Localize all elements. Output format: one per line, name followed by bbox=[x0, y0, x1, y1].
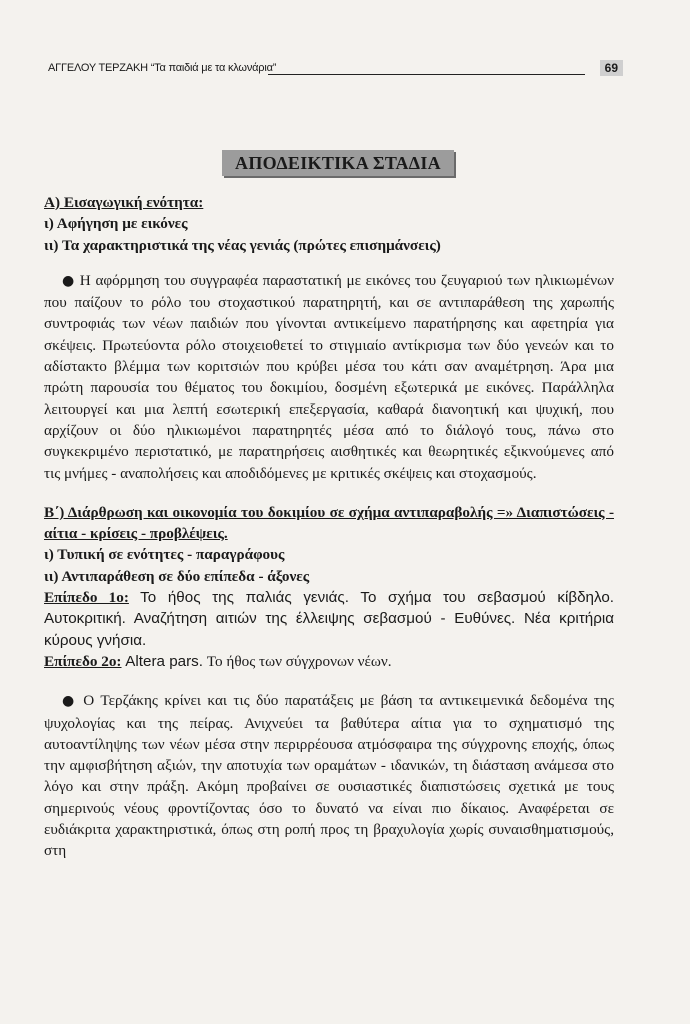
section-title: ΑΠΟΔΕΙΚΤΙΚΑ ΣΤΑΔΙΑ bbox=[222, 150, 454, 176]
page-body bbox=[44, 192, 614, 862]
bullet-icon: ● bbox=[62, 272, 76, 289]
running-header-title: ΑΓΓΕΛΟΥ ΤΕΡΖΑΚΗ “Τα παιδιά με τα κλωνάρια” bbox=[48, 62, 277, 74]
part-a-paragraph bbox=[44, 270, 614, 484]
header-rule bbox=[268, 74, 585, 75]
part-b-item-2: ιι) Αντιπαράθεση σε δύο επίπεδα - άξονες bbox=[44, 567, 310, 585]
level-1-entry bbox=[44, 587, 614, 651]
part-b-heading: Β΄) Διάρθρωση και οικονομία του δοκιμίου σε σχήμα αντιπαραβολής =» Διαπιστώσεις - αίτια - κρίσεις - προβλέψεις. bbox=[44, 503, 614, 543]
page-number: 69 bbox=[600, 60, 623, 76]
part-b-item-1: ι) Τυπική σε ενότητες - παραγράφους bbox=[44, 546, 285, 564]
part-a-item-1: ι) Αφήγηση με εικόνες bbox=[44, 215, 188, 233]
part-b-paragraph bbox=[44, 690, 614, 861]
level-2-text: Το ήθος των σύγχρονων νέων. bbox=[206, 652, 392, 670]
level-2-latin: Altera pars. bbox=[125, 652, 203, 670]
level-1-text: Το ήθος της παλιάς γενιάς. Το σχήμα του σεβασμού κίβδηλο. Αυτοκριτική. Αναζήτηση αιτιών της έλλειψης σεβασμού - Ευθύνες. Νέα κριτήρια κύρους γνήσια. bbox=[44, 589, 615, 649]
part-a-heading: Α) Εισαγωγική ενότητα: bbox=[44, 194, 204, 211]
level-2-entry bbox=[44, 651, 614, 672]
level-1-label: Επίπεδο 1ο: bbox=[44, 589, 129, 607]
part-b-paragraph-text: Ο Τερζάκης κρίνει και τις δύο παρατάξεις με βάση τα αντικειμενικά δεδομένα της ψυχολογίας και της πείρας. Ανιχνεύει τα βαθύτερα αίτια για το σχηματισμό της αυτοαντίληψης των νέων μέσα στην περιρρέουσα ατμόσφαιρα της σύγχρονης εποχής, όπως την αμφισβήτηση αξιών, την αποτυχία των οραμάτων - ιδανικών, τη διάσταση ανάμεσα στο λόγο και στην πράξη. Ακόμη προβαίνει σε ουσιαστικές διαπιστώσεις σχετικά με τους σημερινούς νέους φροντίζοντας όσο το δυνατό να είναι πιο δίκαιος. Αναφέρεται σε ευδιάκριτα χαρακτηριστικά, όπως στη ροπή προς τη βραχυλογία χωρίς συναισθηματισμούς, στη bbox=[44, 692, 614, 860]
part-a-paragraph-text: Η αφόρμηση του συγγραφέα παραστατική με εικόνες του ζευγαριού των ηλικιωμένων που παίζουν το ρόλο του στοχαστικού παρατηρητή, και σε αντιπαράθεση της χαρωπής συντροφιάς των νέων παιδιών που γίνονται αντικείμενο παρατήρησης και αφετηρία για σκέψεις. Πρωτεύοντα ρόλο στοιχειοθετεί το στιγμιαίο αντίκρισμα των δύο γενεών και το αδίστακτο βλέμμα των κοριτσιών που κρύβει μέσα του κάτι σαν αναμέτρηση. Άρα μια πρώτη παρουσία του θέματος του δοκιμίου, δοσμένη εξωτερικά με εικόνες. Παράλληλα λειτουργεί και μια λεπτή εσωτερική επεξεργασία, καθαρά διανοητική και ψυχική, που αρχίζουν οι δύο ηλικιωμένοι παρατηρητές μέσα από το διάλογό τους, πάνω στο συγκεκριμένο περιστατικό, με παρατηρήσεις αισθητικές και θεωρητικές εξικνούμενες από τις μνήμες - αναπολήσεις και αποδιδόμενες με κριτικές σκέψεις και στοχασμούς. bbox=[44, 271, 615, 482]
part-a-item-2: ιι) Τα χαρακτηριστικά της νέας γενιάς (πρώτες επισημάνσεις) bbox=[44, 236, 441, 254]
running-header bbox=[48, 60, 623, 82]
level-2-label: Επίπεδο 2ο: bbox=[44, 652, 122, 670]
bullet-icon: ● bbox=[62, 693, 77, 710]
